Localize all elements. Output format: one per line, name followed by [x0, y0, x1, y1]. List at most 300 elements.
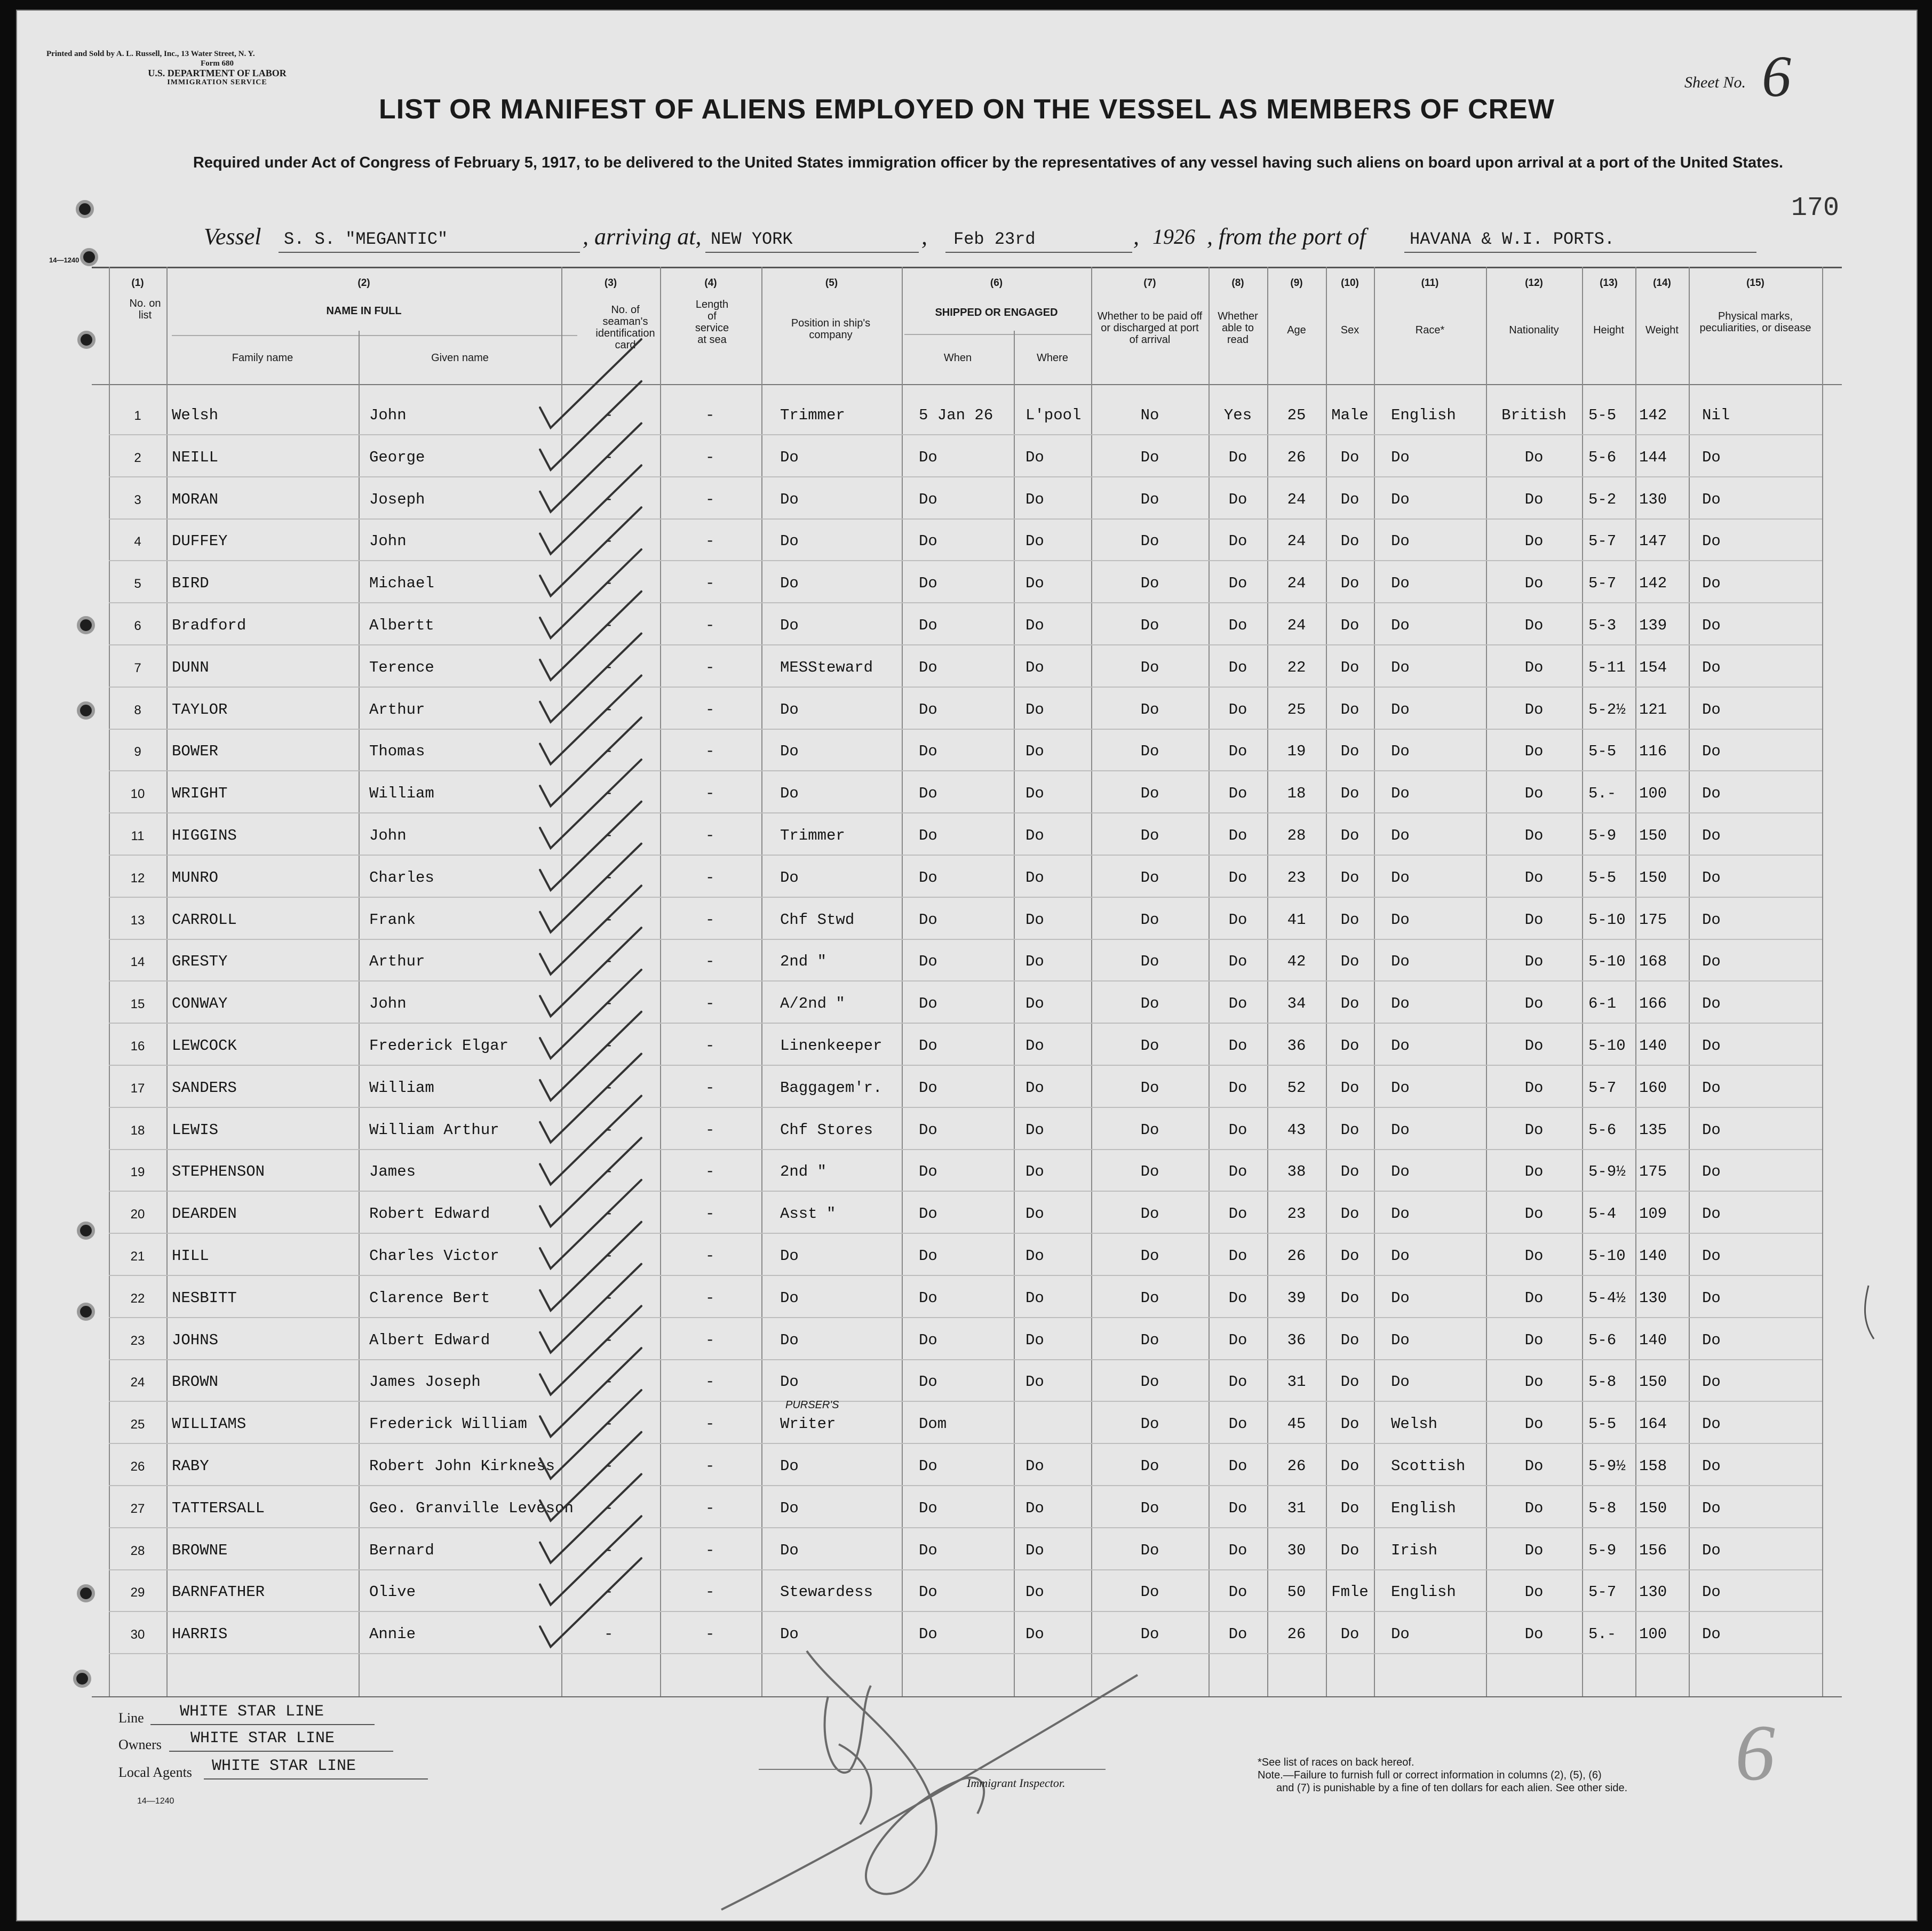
cell-id: - — [604, 1247, 614, 1265]
cell-weight: 154 — [1639, 658, 1667, 676]
cell-family: NEILL — [172, 448, 219, 466]
cell-marks: Do — [1702, 1331, 1721, 1349]
cell-family: LEWCOCK — [172, 1037, 237, 1055]
cell-service: - — [705, 1289, 715, 1307]
col1-num: (1) — [131, 277, 144, 289]
cell-given: Bernard — [369, 1541, 434, 1559]
cell-read: Do — [1228, 911, 1247, 929]
cell-age: 28 — [1287, 827, 1306, 844]
cell-position: Do — [780, 1373, 799, 1391]
cell-given: John — [369, 532, 407, 550]
cell-position: Do — [780, 1541, 799, 1559]
cell-race: English — [1391, 1583, 1456, 1601]
cell-given: Clarence Bert — [369, 1289, 490, 1307]
punch-hole-icon — [80, 248, 98, 266]
cell-race: Do — [1391, 1625, 1410, 1643]
cell-nationality: Do — [1524, 827, 1544, 844]
cell-service: - — [705, 658, 715, 676]
cell-race: Irish — [1391, 1541, 1438, 1559]
cell-where: Do — [1025, 1121, 1044, 1139]
cell-read: Do — [1228, 1415, 1247, 1433]
cell-weight: 121 — [1639, 700, 1667, 719]
cell-position: Chf Stwd — [780, 911, 855, 929]
cell-position: A/2nd " — [780, 995, 845, 1013]
cell-sex: Do — [1340, 995, 1359, 1013]
col2-num: (2) — [357, 277, 370, 289]
cell-race: Do — [1391, 995, 1410, 1013]
cell-given: Terence — [369, 658, 434, 676]
cell-nationality: Do — [1524, 785, 1544, 803]
cell-sex: Do — [1340, 448, 1359, 466]
cell-where: Do — [1025, 1457, 1044, 1475]
handwritten-marks — [17, 11, 1917, 1920]
cell-age: 26 — [1287, 1247, 1306, 1265]
cell-where: Do — [1025, 827, 1044, 844]
cell-sex: Do — [1340, 868, 1359, 887]
checkmark-icon — [540, 1096, 641, 1184]
cell-paid: Do — [1140, 1541, 1159, 1559]
punch-hole-icon — [77, 701, 95, 720]
cell-weight: 150 — [1639, 1373, 1667, 1391]
cell-height: 5-10 — [1588, 1037, 1626, 1055]
cell-family: BROWNE — [172, 1541, 228, 1559]
col8-num: (8) — [1231, 277, 1244, 289]
cell-id: - — [604, 868, 614, 887]
cell-where: Do — [1025, 448, 1044, 466]
cell-height: 5-2 — [1588, 490, 1617, 508]
cell-service: - — [705, 827, 715, 844]
cell-service: - — [705, 1583, 715, 1601]
cell-paid: Do — [1140, 1079, 1159, 1097]
cell-weight: 135 — [1639, 1121, 1667, 1139]
cell-family: DUFFEY — [172, 532, 228, 550]
cell-height: 5-10 — [1588, 911, 1626, 929]
cell-race: Do — [1391, 868, 1410, 887]
cell-family: HARRIS — [172, 1625, 228, 1643]
cell-service: - — [705, 1331, 715, 1349]
cell-nationality: Do — [1524, 1037, 1544, 1055]
cell-id: - — [604, 574, 614, 593]
col8-label: Whether able to read — [1218, 310, 1258, 346]
cell-when: Do — [919, 700, 937, 719]
punch-hole-icon — [77, 1222, 95, 1240]
date-value: Feb 23rd — [953, 229, 1036, 249]
checkmark-icon — [540, 717, 641, 806]
cell-nationality: Do — [1524, 1289, 1544, 1307]
cell-sex: Fmle — [1331, 1583, 1369, 1601]
checkmark-icon — [540, 1264, 641, 1353]
cell-marks: Do — [1702, 911, 1721, 929]
cell-given: Joseph — [369, 490, 425, 508]
vessel-label: Vessel — [204, 224, 261, 250]
cell-weight: 175 — [1639, 1163, 1667, 1181]
cell-no: 30 — [130, 1627, 145, 1642]
col7-label: Whether to be paid off or discharged at port of arrival — [1097, 310, 1203, 346]
cell-weight: 168 — [1639, 953, 1667, 971]
cell-id: - — [604, 1415, 614, 1433]
cell-position: Trimmer — [780, 827, 845, 844]
cell-id: - — [604, 1121, 614, 1139]
cell-where: Do — [1025, 911, 1044, 929]
col5-label: Position in ship's company — [791, 317, 871, 341]
cell-when: Do — [919, 1373, 937, 1391]
cell-paid: Do — [1140, 827, 1159, 844]
cell-read: Do — [1228, 700, 1247, 719]
cell-where: Do — [1025, 743, 1044, 761]
cell-sex: Do — [1340, 532, 1359, 550]
cell-age: 31 — [1287, 1373, 1306, 1391]
cell-no: 17 — [130, 1081, 145, 1096]
col13-label: Height — [1593, 324, 1624, 336]
cell-family: DEARDEN — [172, 1205, 237, 1223]
col15-label: Physical marks, peculiarities, or disease — [1699, 310, 1811, 334]
cell-given: James — [369, 1163, 416, 1181]
cell-height: 5-4½ — [1588, 1289, 1626, 1307]
cell-when: Do — [919, 490, 937, 508]
col1-label: No. on list — [129, 298, 161, 321]
cell-when: Do — [919, 1583, 937, 1601]
note-penalty-1: Note.—Failure to furnish full or correct information in columns (2), (5), (6) — [1258, 1769, 1602, 1781]
cell-service: - — [705, 911, 715, 929]
cell-position: Do — [780, 1247, 799, 1265]
cell-nationality: Do — [1524, 995, 1544, 1013]
cell-service: - — [705, 995, 715, 1013]
cell-marks: Do — [1702, 1247, 1721, 1265]
cell-family: LEWIS — [172, 1121, 219, 1139]
cell-where: Do — [1025, 868, 1044, 887]
cell-given: Frank — [369, 911, 416, 929]
cell-read: Do — [1228, 827, 1247, 844]
cell-sex: Do — [1340, 1415, 1359, 1433]
cell-where: Do — [1025, 700, 1044, 719]
cell-read: Do — [1228, 953, 1247, 971]
col9-label: Age — [1287, 324, 1306, 336]
cell-service: - — [705, 448, 715, 466]
cell-marks: Do — [1702, 1373, 1721, 1391]
cell-weight: 130 — [1639, 1289, 1667, 1307]
cell-position: Do — [780, 785, 799, 803]
cell-paid: Do — [1140, 617, 1159, 634]
checkmark-icon — [540, 634, 641, 722]
cell-paid: Do — [1140, 532, 1159, 550]
cell-family: WRIGHT — [172, 785, 228, 803]
checkmark-icon — [540, 928, 641, 1016]
cell-nationality: Do — [1524, 1079, 1544, 1097]
cell-nationality: Do — [1524, 658, 1544, 676]
cell-nationality: Do — [1524, 448, 1544, 466]
cell-id: - — [604, 448, 614, 466]
cell-age: 25 — [1287, 406, 1306, 424]
owners-value: WHITE STAR LINE — [190, 1729, 335, 1748]
cell-race: Do — [1391, 448, 1410, 466]
cell-nationality: Do — [1524, 911, 1544, 929]
cell-height: 5-7 — [1588, 1079, 1617, 1097]
cell-age: 19 — [1287, 743, 1306, 761]
checkmark-icon — [540, 465, 641, 554]
cell-family: CARROLL — [172, 911, 237, 929]
cell-service: - — [705, 1205, 715, 1223]
cell-id: - — [604, 1625, 614, 1643]
cell-given: Albertt — [369, 617, 434, 634]
cell-family: Bradford — [172, 617, 247, 634]
cell-service: - — [705, 617, 715, 634]
cell-position: Do — [780, 1457, 799, 1475]
cell-paid: Do — [1140, 1121, 1159, 1139]
cell-service: - — [705, 743, 715, 761]
corner-mark: 6 — [1735, 1709, 1775, 1797]
cell-paid: Do — [1140, 995, 1159, 1013]
cell-age: 26 — [1287, 1457, 1306, 1475]
cell-when: Do — [919, 827, 937, 844]
cell-weight: 142 — [1639, 574, 1667, 593]
cell-nationality: Do — [1524, 868, 1544, 887]
cell-when: 5 Jan 26 — [919, 406, 993, 424]
cell-age: 34 — [1287, 995, 1306, 1013]
cell-height: 5-5 — [1588, 868, 1617, 887]
sheet-number: 6 — [1762, 44, 1791, 109]
service-name: IMMIGRATION SERVICE — [167, 78, 267, 86]
cell-marks: Do — [1702, 1121, 1721, 1139]
cell-nationality: Do — [1524, 1415, 1544, 1433]
cell-id: - — [604, 1205, 614, 1223]
cell-family: CONWAY — [172, 995, 228, 1013]
cell-race: Do — [1391, 1163, 1410, 1181]
cell-family: MUNRO — [172, 868, 219, 887]
checkmark-icon — [540, 1516, 641, 1605]
arriving-label: , arriving at, — [583, 224, 702, 250]
cell-id: - — [604, 700, 614, 719]
cell-service: - — [705, 1163, 715, 1181]
cell-read: Do — [1228, 1499, 1247, 1517]
cell-where: Do — [1025, 953, 1044, 971]
punch-hole-icon — [77, 331, 96, 349]
cell-weight: 150 — [1639, 868, 1667, 887]
cell-when: Do — [919, 868, 937, 887]
checkmark-icon — [540, 885, 641, 974]
cell-age: 30 — [1287, 1541, 1306, 1559]
cell-given: William — [369, 1079, 434, 1097]
cell-nationality: Do — [1524, 953, 1544, 971]
cell-weight: 140 — [1639, 1247, 1667, 1265]
cell-nationality: Do — [1524, 1331, 1544, 1349]
cell-nationality: Do — [1524, 1163, 1544, 1181]
cell-no: 13 — [130, 913, 145, 928]
cell-id: - — [604, 1079, 614, 1097]
cell-id: - — [604, 658, 614, 676]
cell-when: Do — [919, 1625, 937, 1643]
col10-num: (10) — [1341, 277, 1359, 289]
cell-no: 29 — [130, 1585, 145, 1600]
cell-id: - — [604, 1037, 614, 1055]
cell-read: Do — [1228, 1331, 1247, 1349]
cell-race: Do — [1391, 953, 1410, 971]
cell-id: - — [604, 532, 614, 550]
cell-paid: Do — [1140, 448, 1159, 466]
cell-service: - — [705, 1541, 715, 1559]
cell-marks: Do — [1702, 827, 1721, 844]
cell-paid: Do — [1140, 911, 1159, 929]
year-value: 1926 — [1152, 225, 1195, 249]
cell-marks: Do — [1702, 1079, 1721, 1097]
col6-num: (6) — [990, 277, 1003, 289]
cell-service: - — [705, 532, 715, 550]
cell-nationality: Do — [1524, 490, 1544, 508]
cell-position: Do — [780, 1499, 799, 1517]
cell-position: MESSteward — [780, 658, 873, 676]
cell-paid: Do — [1140, 1583, 1159, 1601]
cell-nationality: Do — [1524, 1373, 1544, 1391]
cell-paid: Do — [1140, 1625, 1159, 1643]
cell-position: Writer — [780, 1415, 836, 1433]
cell-paid: Do — [1140, 1037, 1159, 1055]
cell-position: Do — [780, 532, 799, 550]
cell-marks: Do — [1702, 953, 1721, 971]
cell-age: 24 — [1287, 532, 1306, 550]
cell-id: - — [604, 1457, 614, 1475]
checkmark-icon — [540, 1474, 641, 1563]
cell-sex: Do — [1340, 1499, 1359, 1517]
cell-age: 18 — [1287, 785, 1306, 803]
cell-given: George — [369, 448, 425, 466]
cell-service: - — [705, 700, 715, 719]
cell-marks: Do — [1702, 617, 1721, 634]
cell-marks: Do — [1702, 574, 1721, 593]
cell-where: L'pool — [1025, 406, 1082, 424]
checkmark-icon — [540, 592, 641, 680]
checkmark-icon — [540, 970, 641, 1058]
cell-id: - — [604, 1541, 614, 1559]
cell-given: Arthur — [369, 953, 425, 971]
cell-marks: Do — [1702, 1583, 1721, 1601]
cell-family: BOWER — [172, 743, 219, 761]
cell-race: Do — [1391, 785, 1410, 803]
cell-race: Do — [1391, 1037, 1410, 1055]
cell-age: 23 — [1287, 868, 1306, 887]
cell-family: MORAN — [172, 490, 219, 508]
checkmark-icon — [540, 1558, 641, 1647]
cell-read: Do — [1228, 1247, 1247, 1265]
cell-where: Do — [1025, 617, 1044, 634]
from-label: , from the port of — [1207, 224, 1366, 250]
cell-height: 5-11 — [1588, 658, 1626, 676]
cell-id: - — [604, 953, 614, 971]
cell-given: Albert Edward — [369, 1331, 490, 1349]
cell-weight: 160 — [1639, 1079, 1667, 1097]
cell-where: Do — [1025, 1541, 1044, 1559]
cell-weight: 100 — [1639, 1625, 1667, 1643]
cell-nationality: Do — [1524, 532, 1544, 550]
cell-weight: 140 — [1639, 1331, 1667, 1349]
cell-read: Do — [1228, 1373, 1247, 1391]
cell-age: 45 — [1287, 1415, 1306, 1433]
col4-label: Length of service at sea — [695, 299, 729, 346]
cell-age: 26 — [1287, 448, 1306, 466]
cell-when: Do — [919, 1163, 937, 1181]
cell-read: Do — [1228, 1289, 1247, 1307]
cell-position: Do — [780, 574, 799, 593]
cell-read: Do — [1228, 1037, 1247, 1055]
cell-no: 14 — [130, 955, 145, 970]
cell-sex: Male — [1331, 406, 1369, 424]
line-value: WHITE STAR LINE — [180, 1703, 324, 1721]
cell-race: Do — [1391, 617, 1410, 634]
cell-age: 43 — [1287, 1121, 1306, 1139]
cell-race: Do — [1391, 574, 1410, 593]
cell-position: Do — [780, 1625, 799, 1643]
col6-when-label: When — [943, 352, 972, 364]
cell-read: Do — [1228, 1625, 1247, 1643]
cell-where: Do — [1025, 1331, 1044, 1349]
cell-no: 12 — [130, 871, 145, 885]
cell-race: Do — [1391, 743, 1410, 761]
note-races: *See list of races on back hereof. — [1258, 1757, 1414, 1768]
form-code-bottom: 14—1240 — [137, 1797, 174, 1806]
cell-no: 23 — [130, 1333, 145, 1348]
cell-where: Do — [1025, 490, 1044, 508]
cell-read: Do — [1228, 1205, 1247, 1223]
printer-line: Printed and Sold by A. L. Russell, Inc., 13 Water Street, N. Y. — [46, 50, 255, 58]
cell-family: Welsh — [172, 406, 219, 424]
cell-no: 11 — [131, 829, 145, 843]
cell-where: Do — [1025, 1499, 1044, 1517]
cell-weight: 130 — [1639, 490, 1667, 508]
cell-service: - — [705, 1037, 715, 1055]
cell-given: Arthur — [369, 700, 425, 719]
cell-nationality: Do — [1524, 1457, 1544, 1475]
cell-position: Do — [780, 1331, 799, 1349]
cell-paid: Do — [1140, 1499, 1159, 1517]
cell-weight: 100 — [1639, 785, 1667, 803]
cell-read: Do — [1228, 617, 1247, 634]
cell-read: Do — [1228, 1079, 1247, 1097]
cell-marks: Do — [1702, 490, 1721, 508]
cell-id: - — [604, 911, 614, 929]
cell-id: - — [604, 1331, 614, 1349]
cell-when: Dom — [919, 1415, 947, 1433]
cell-sex: Do — [1340, 1541, 1359, 1559]
cell-read: Do — [1228, 995, 1247, 1013]
cell-id: - — [604, 995, 614, 1013]
cell-no: 20 — [130, 1207, 145, 1222]
cell-given: Robert John Kirkness — [369, 1457, 555, 1475]
cell-service: - — [705, 574, 715, 593]
page-title: LIST OR MANIFEST OF ALIENS EMPLOYED ON THE VESSEL AS MEMBERS OF CREW — [379, 94, 1555, 125]
cell-id: - — [604, 785, 614, 803]
col3-num: (3) — [604, 277, 617, 289]
cell-family: BROWN — [172, 1373, 219, 1391]
cell-marks: Do — [1702, 1499, 1721, 1517]
cell-family: HIGGINS — [172, 827, 237, 844]
cell-height: 5-8 — [1588, 1373, 1617, 1391]
cell-sex: Do — [1340, 1457, 1359, 1475]
punch-hole-icon — [73, 1670, 91, 1688]
cell-where: Do — [1025, 574, 1044, 593]
cell-when: Do — [919, 1205, 937, 1223]
cell-when: Do — [919, 1499, 937, 1517]
cell-given: Michael — [369, 574, 434, 593]
cell-age: 22 — [1287, 658, 1306, 676]
cell-sex: Do — [1340, 490, 1359, 508]
cell-race: Do — [1391, 1289, 1410, 1307]
cell-marks: Do — [1702, 658, 1721, 676]
cell-height: 5-10 — [1588, 1247, 1626, 1265]
cell-race: Do — [1391, 1247, 1410, 1265]
punch-hole-icon — [77, 1303, 95, 1321]
cell-race: Do — [1391, 490, 1410, 508]
checkmark-icon — [540, 1222, 641, 1311]
checkmark-icon — [540, 507, 641, 596]
col11-label: Race* — [1415, 324, 1445, 336]
